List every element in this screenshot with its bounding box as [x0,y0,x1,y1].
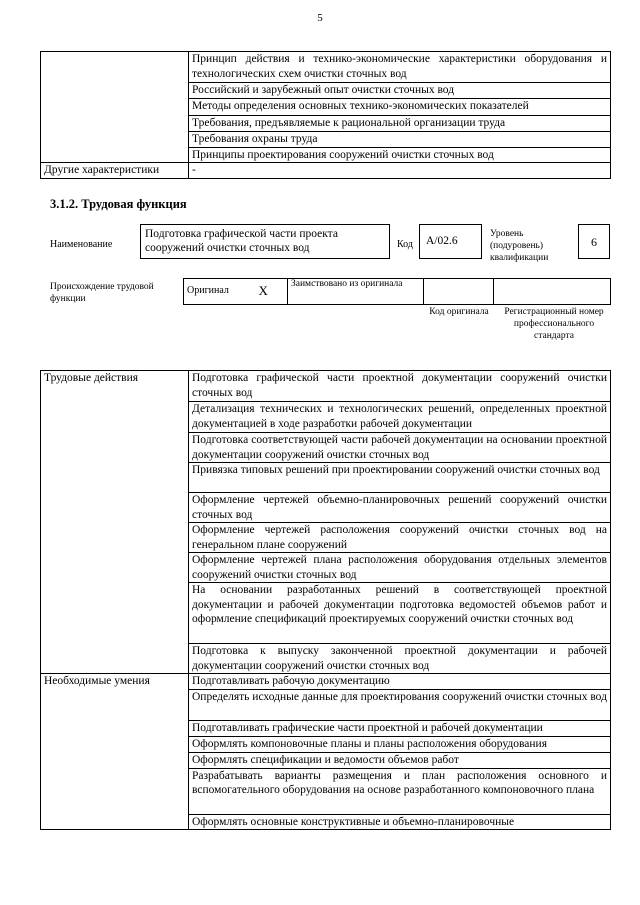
knowledge-item: Требования, предъявляемые к рациональной организации труда [189,115,611,131]
reg-number-cell [494,279,611,305]
skill-item: Оформлять спецификации и ведомости объемов работ [189,752,611,768]
skill-item: Оформлять компоновочные планы и планы расположения оборудования [189,736,611,752]
knowledge-table [40,51,611,179]
labor-action-item: Подготовка к выпуску законченной проектной документации и рабочей документации сооружений очистки сточных вод [189,644,611,674]
labor-action-item: Подготовка графической части проектной документации сооружений очистки сточных вод [189,371,611,402]
labor-action-item: Подготовка соответствующей части рабочей документации на основании проектной документации сооружений очистки сточных вод [189,433,611,463]
skill-item: Оформлять основные конструктивные и объемно-планировочные [189,814,611,830]
skill-item: Разрабатывать варианты размещения и план расположения основного и вспомогательного оборудования на основе разработанного компоновочного плана [189,768,611,814]
other-characteristics-label: Другие характеристики [41,163,189,179]
origin-table [183,278,611,305]
labor-action-item: Оформление чертежей расположения сооружений очистки сточных вод на генеральном плане сооружений [189,523,611,553]
reg-number-label: Регистрационный номер профессионального стандарта [504,307,604,341]
original-mark: X [256,279,288,305]
code-value: A/02.6 [419,224,482,259]
knowledge-item: Требования охраны труда [189,131,611,147]
labor-action-item: Оформление чертежей объемно-планировочных решений сооружений очистки сточных вод [189,493,611,523]
labor-action-item: На основании разработанных решений в соответствующей проектной документации и рабочей документации подготовка ведомостей объемов работ и оформление спецификаций проектируемых сооружений очистки сточных вод [189,583,611,644]
origin-label: Происхождение трудовой функции [50,282,154,304]
skill-item: Определять исходные данные для проектирования сооружений очистки сточных вод [189,689,611,720]
borrowed-label: Заимствовано из оригинала [288,279,424,305]
original-label: Оригинал [184,279,256,305]
skill-item: Подготавливать графические части проектной и рабочей документации [189,720,611,736]
knowledge-item: Методы определения основных технико-экономических показателей [189,98,611,115]
required-skills-label: Необходимые умения [41,674,189,830]
knowledge-item: Принципы проектирования сооружений очистки сточных вод [189,147,611,163]
page-number: 5 [317,12,323,24]
section-title: 3.1.2. Трудовая функция [50,197,187,211]
labor-actions-label: Трудовые действия [41,371,189,674]
labor-action-item: Привязка типовых решений при проектировании сооружений очистки сточных вод [189,463,611,493]
name-value: Подготовка графической части проекта сооружений очистки сточных вод [140,224,390,259]
level-value: 6 [578,224,610,259]
labor-action-item: Оформление чертежей плана расположения оборудования отдельных элементов сооружений очистки сточных вод [189,553,611,583]
skill-item: Подготавливать рабочую документацию [189,674,611,690]
function-table [40,370,611,830]
labor-action-item: Детализация технических и технологических решений, определенных проектной документацией в ходе разработки рабочей документации [189,402,611,433]
knowledge-label-cell [41,52,189,163]
code-label: Код [397,239,413,250]
code-original-label: Код оригинала [429,307,489,317]
name-label: Наименование [50,239,113,250]
other-characteristics-value: - [189,163,611,179]
code-original-cell [424,279,494,305]
level-label: Уровень (подуровень) квалификации [490,229,549,263]
knowledge-item: Российский и зарубежный опыт очистки сточных вод [189,83,611,99]
knowledge-item: Принцип действия и технико-экономические характеристики оборудования и технологических схем очистки сточных вод [189,52,611,83]
